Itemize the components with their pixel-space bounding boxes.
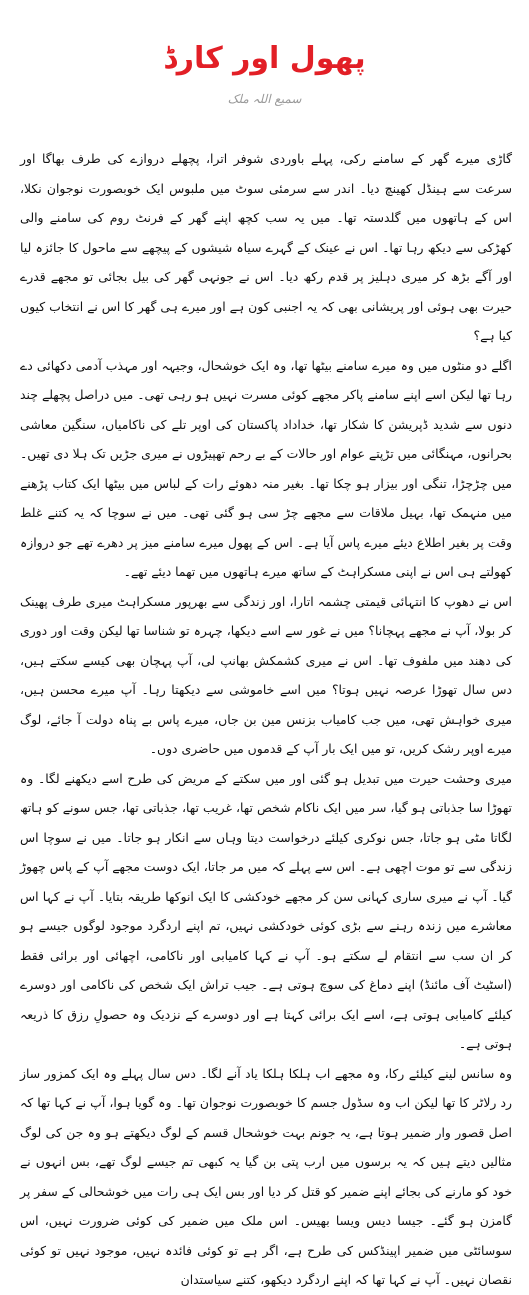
author-byline: سمیع اللہ ملک [227, 92, 302, 106]
paragraph-3: اس نے دھوپ کا انتہائی قیمتی چشمہ اتارا، اور زندگی سے بھرپور مسکراہٹ میری طرف پھینک کر بولا، آپ نے مجھے پہچانا؟ میں نے غور سے اسے دیکھا، چہرہ تو شناسا تھا لیکن وقت اور دوری کی دھند میں ملفوف تھا۔ اس نے میری کشمکش بھانپ لی، آپ پہچان بھی کیسے سکتے ہیں، دس سال تھوڑا عرصہ نہیں ہوتا؟ میں اسے خاموشی سے دیکھتا رہا۔ آپ میرے محسن ہیں، میری خواہش تھی، میں جب کامیاب بزنس مین بن جاں، میرے پاس بے پناہ دولت آ جائے، لوگ میرے اوپر رشک کریں، تو میں ایک بار آپ کے قدموں میں حاضری دوں۔ [20, 593, 512, 756]
paragraph-5: وہ سانس لینے کیلئے رکا، وہ مجھے اب ہلکا ہلکا یاد آنے لگا۔ دس سال پہلے وہ ایک کمزور ساز رد رلاٹر کا تھا لیکن اب وہ سڈول جسم کا خوبصورت نوجوان تھا۔ وہ گویا ہوا، آپ نے کہا تھا کہ اصل قصور وار ضمیر ہوتا ہے، یہ جونم بہت خوشحال قسم کے لوگ دیکھتے ہو وہ جن کی لوگ مثالیں دیتے ہیں کہ یہ برسوں میں ارب پتی بن گیا یہ کبھی تم جیسے لوگ تھے، بس انہوں نے خود کو مارنے کی بجائے اپنے ضمیر کو قتل کر دیا اور بس ایک ہی رات میں خوشحالی کے سفر پر گامزن ہو گئے۔ جیسا دیس ویسا بھیس۔ اس ملک میں ضمیر کی کوئی ضرورت نہیں، اس سوسائٹی میں ضمیر اپینڈکس کی طرح ہے، اگر ہے تو کوئی فائدہ نہیں، موجود نہیں تو کوئی نقصان نہیں۔ آپ نے کہا تھا کہ اپنے اردگرد دیکھو، کتنے سیاستدان [20, 1065, 512, 1287]
paragraph-4: میری وحشت حیرت میں تبدیل ہو گئی اور میں سکتے کے مریض کی طرح اسے دیکھنے لگا۔ وہ تھوڑا سا جذباتی ہو گیا، سر میں ایک ناکام شخص تھا، غریب تھا، جذباتی تھا، جس سونے کو ہاتھ لگاتا مٹی ہو جاتا، جس نوکری کیلئے درخواست دیتا وہاں سے انکار ہو جاتا۔ میں نے سوچا اس زندگی سے تو موت اچھی ہے۔ اس سے پہلے کہ میں مر جاتا، ایک دوست مجھے آپ کے پاس چھوڑ گیا۔ آپ نے میری ساری کہانی سن کر مجھے خودکشی کا ایک انوکھا طریقہ بتایا۔ آپ نے کہا اس معاشرے میں زندہ رہنے سے بڑی کوئی خودکشی نہیں، تم اپنے اردگرد موجود لوگوں جیسے ہو کر ان سب سے انتقام لے سکتے ہو۔ آپ نے کہا کامیابی اور ناکامی، اچھائی اور برائی فقط (اسٹیٹ آف مائنڈ) اپنے دماغ کی سوچ ہوتی ہے۔ جیب تراش ایک شخص کی ناکامی اور دوسرے کیلئے کامیابی ہوتی ہے، اسے ایک برائی کہتا ہے اور دوسرے کے نزدیک وہ حصولِ رزق کا ذریعہ ہوتی ہے۔ [20, 770, 512, 1051]
article-body [20, 144, 512, 1295]
article-title: پھول اور کارڈ [163, 41, 366, 76]
paragraph-2: اگلے دو منٹوں میں وہ میرے سامنے بیٹھا تھا، وہ ایک خوشحال، وجیہہ اور مہذب آدمی دکھائی دے رہا تھا لیکن اسے اپنے سامنے پاکر مجھے کوئی مسرت نہیں ہو رہی تھی۔ میں دراصل پچھلے چند دنوں سے شدید ڈپریشن کا شکار تھا، خداداد پاکستان کی اوپر تلے کی ناکامیاں، سنگین معاشی بحرانوں، مہنگائی میں تڑپتے عوام اور حالات کے بے رحم تھپیڑوں نے میری جڑیں تک ہلا دی تھیں۔ میں چڑچڑا، تنگی اور بیزار ہو چکا تھا۔ بغیر منہ دھوئے رات کے لباس میں بیٹھا ایک کتاب پڑھنے میں منہمک تھا، بہیل ملاقات سے مجھے چڑ سی ہو گئی تھی۔ میں نے سوچا کہ یہ کتنے غلط وقت پر بغیر اطلاع دیئے میرے پاس آیا ہے۔ اس کے پھول میرے سامنے میز پر دھرے تھے جو دروازہ کھولتے ہی اس نے اپنی مسکراہٹ کے ساتھ میرے ہاتھوں میں تھما دیئے تھے۔ [20, 357, 512, 579]
paragraph-1: گاڑی میرے گھر کے سامنے رکی، پہلے باوردی شوفر اترا، پچھلے دروازے کی طرف بھاگا اور سرعت سے ہینڈل کھینچ دیا۔ اندر سے سرمئی سوٹ میں ملبوس ایک خوبصورت نوجوان نکلا، اس کے ہاتھوں میں گلدستہ تھا۔ میں یہ سب کچھ اپنے گھر کے فرنٹ روم کی سامنے والی کھڑکی سے دیکھ رہا تھا۔ اس نے عینک کے گہرے سیاہ شیشوں کے پیچھے سے ماحول کا جائزہ لیا اور آگے بڑھ کر میری دہلیز پر قدم رکھ دیا۔ اس نے جونہی گھر کی بیل بجائی تو مجھے قدرے حیرت بھی ہوئی اور پریشانی بھی کہ یہ اجنبی کون ہے اور میرے ہی گھر کا اس نے انتخاب کیوں کیا ہے؟ [20, 151, 512, 343]
